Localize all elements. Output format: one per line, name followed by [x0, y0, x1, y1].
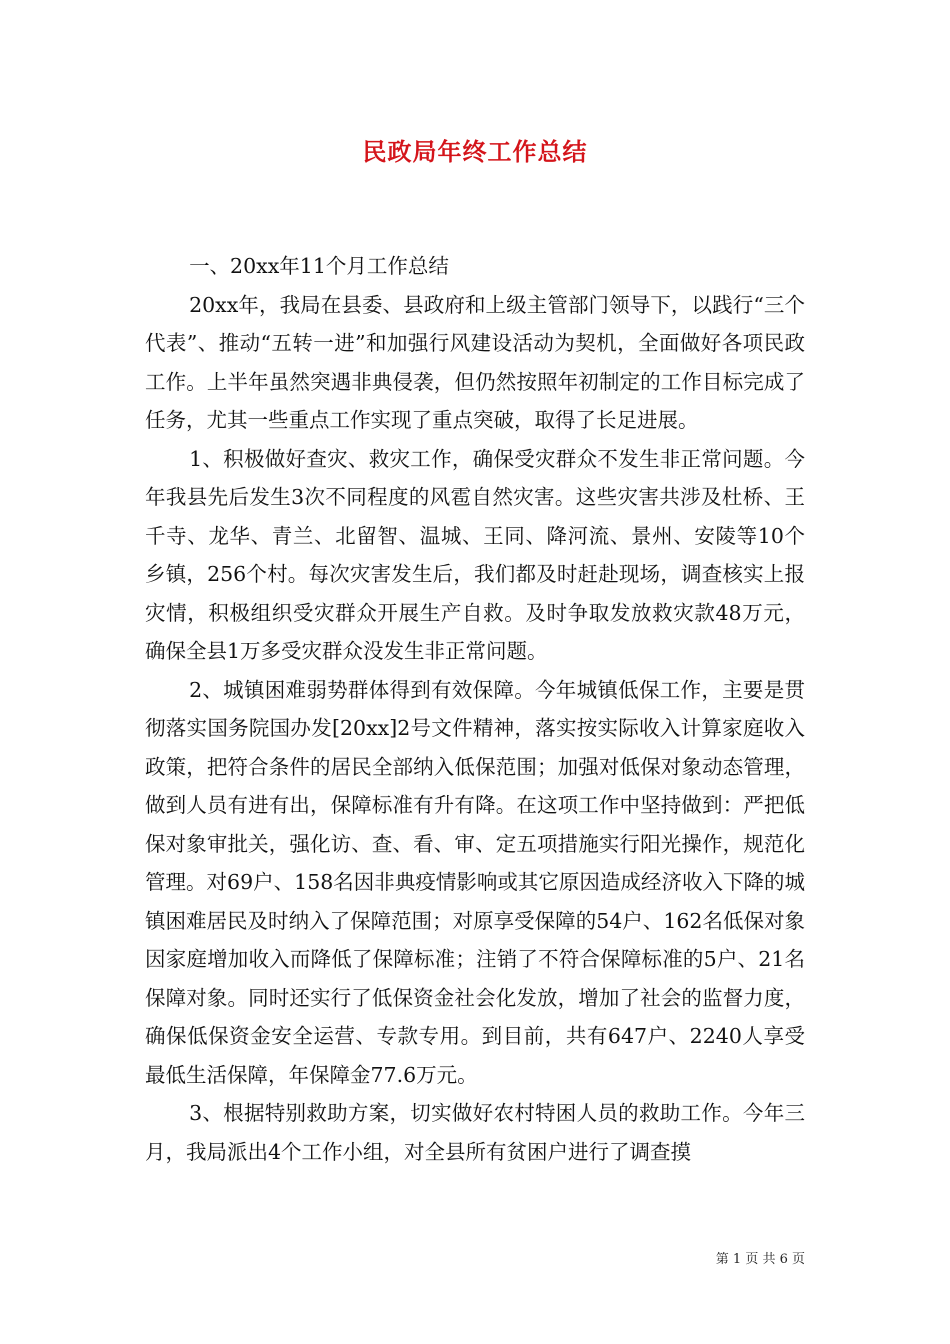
paragraph-disaster-relief: 1、积极做好查灾、救灾工作，确保受灾群众不发生非正常问题。今年我县先后发生3次不同程度的风雹自然灾害。这些灾害共涉及杜桥、王千寺、龙华、青兰、北留智、温城、王同、降河流、景州、安陵等10个乡镇，256个村。每次灾害发生后，我们都及时赶赴现场，调查核实上报灾情，积极组织受灾群众开展生产自救。及时争取发放救灾款48万元，确保全县1万多受灾群众没发生非正常问题。 [145, 446, 805, 663]
paragraph-intro: 20xx年，我局在县委、县政府和上级主管部门领导下，以践行“三个代表”、推动“五转一进”和加强行风建设活动为契机，全面做好各项民政工作。上半年虽然突遇非典侵袭，但仍然按照年初制定的工作目标完成了任务，尤其一些重点工作实现了重点突破，取得了长足进展。 [145, 292, 805, 432]
paragraph-urban-low-income: 2、城镇困难弱势群体得到有效保障。今年城镇低保工作，主要是贯彻落实国务院国办发[20xx]2号文件精神，落实按实际收入计算家庭收入政策，把符合条件的居民全部纳入低保范围；加强对低保对象动态管理，做到人员有进有出，保障标准有升有降。在这项工作中坚持做到：严把低保对象审批关，强化访、查、看、审、定五项措施实行阳光操作，规范化管理。对69户、158名因非典疫情影响或其它原因造成经济收入下降的城镇困难居民及时纳入了保障范围；对原享受保障的54户、162名低保对象因家庭增加收入而降低了保障标准；注销了不符合保障标准的5户、21名保障对象。同时还实行了低保资金社会化发放，增加了社会的监督力度，确保低保资金安全运营、专款专用。到目前，共有647户、2240人享受最低生活保障，年保障金77.6万元。 [145, 677, 805, 1087]
paragraph-rural-aid: 3、根据特别救助方案，切实做好农村特困人员的救助工作。今年三月，我局派出4个工作小组，对全县所有贫困户进行了调查摸 [145, 1101, 805, 1164]
page-number: 第 1 页 共 6 页 [715, 1252, 805, 1267]
document-body [145, 247, 805, 1171]
section-heading: 一、20xx年11个月工作总结 [189, 254, 449, 278]
document-title: 民政局年终工作总结 [362, 137, 588, 166]
